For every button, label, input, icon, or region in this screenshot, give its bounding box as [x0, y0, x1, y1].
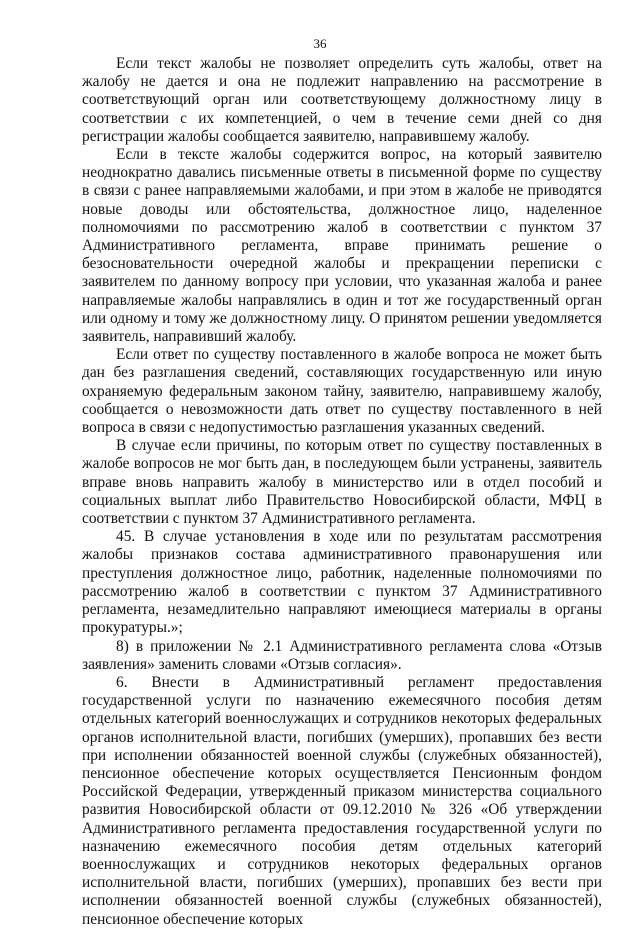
paragraph-repeated-complaint: Если в тексте жалобы содержится вопрос, на который заявителю неоднократно давались письменные ответы в письменной форме по существу в связи с ранее направляемыми жалобами, и при этом в жалобе не приводятся новые доводы или обстоятельства, должностное лицо, наделенное полномочиями по рассмотрению жалоб в соответствии с пунктом 37 Административного регламента, вправе принимать решение о безосновательности очередной жалобы и прекращении переписки с заявителем по данному вопросу при условии, что указанная жалоба и ранее направляемые жалобы направлялись в один и тот же государственный орган или одному и тому же должностному лицу. О принятом решении уведомляется заявитель, направивший жалобу.: [82, 146, 602, 346]
page-number: 36: [313, 36, 327, 51]
paragraph-resubmission: В случае если причины, по которым ответ по существу поставленных в жалобе вопросов не мог быть дан, в последующем были устранены, заявитель вправе вновь направить жалобу в министерство или в отдел пособий и социальных выплат либо Правительство Новосибирской области, МФЦ в соответствии с пунктом 37 Административного регламента.: [82, 437, 602, 528]
paragraph-secret-information: Если ответ по существу поставленного в жалобе вопроса не может быть дан без разглашения сведений, составляющих государственную или иную охраняемую федеральным законом тайну, заявителю, направившему жалобу, сообщается о невозможности дать ответ по существу поставленного в ней вопроса в связи с недопустимостью разглашения указанных сведений.: [82, 346, 602, 437]
paragraph-unclear-complaint: Если текст жалобы не позволяет определить суть жалобы, ответ на жалобу не дается и она не подлежит направлению на рассмотрение в соответствующий орган или соответствующему должностному лицу в соответствии с их компетенцией, о чем в течение семи дней со дня регистрации жалобы сообщается заявителю, направившему жалобу.: [82, 55, 602, 145]
document-body: [82, 55, 602, 929]
paragraph-item-8: 8) в приложении № 2.1 Административного регламента слова «Отзыв заявления» заменить словами «Отзыв согласия».: [82, 637, 602, 673]
paragraph-item-6: 6. Внести в Административный регламент предоставления государственной услуги по назначению ежемесячного пособия детям отдельных категорий военнослужащих и сотрудников некоторых федеральных органов исполнительной власти, погибших (умерших), пропавших без вести при исполнении обязанностей военной службы (служебных обязанностей), пенсионное обеспечение которых осуществляется Пенсионным фондом Российской Федерации, утвержденный приказом министерства социального развития Новосибирской области от 09.12.2010 № 326 «Об утверждении Административного регламента предоставления государственной услуги по назначению ежемесячного пособия детям отдельных категорий военнослужащих и сотрудников некоторых федеральных органов исполнительной власти, погибших (умерших), пропавших без вести при исполнении обязанностей военной службы (служебных обязанностей), пенсионное обеспечение которых: [82, 673, 602, 928]
paragraph-item-45: 45. В случае установления в ходе или по результатам рассмотрения жалобы признаков состава административного правонарушения или преступления должностное лицо, работник, наделенные полномочиями по рассмотрению жалоб в соответствии с пунктом 37 Административного регламента, незамедлительно направляют имеющиеся материалы в органы прокуратуры.»;: [82, 528, 602, 637]
